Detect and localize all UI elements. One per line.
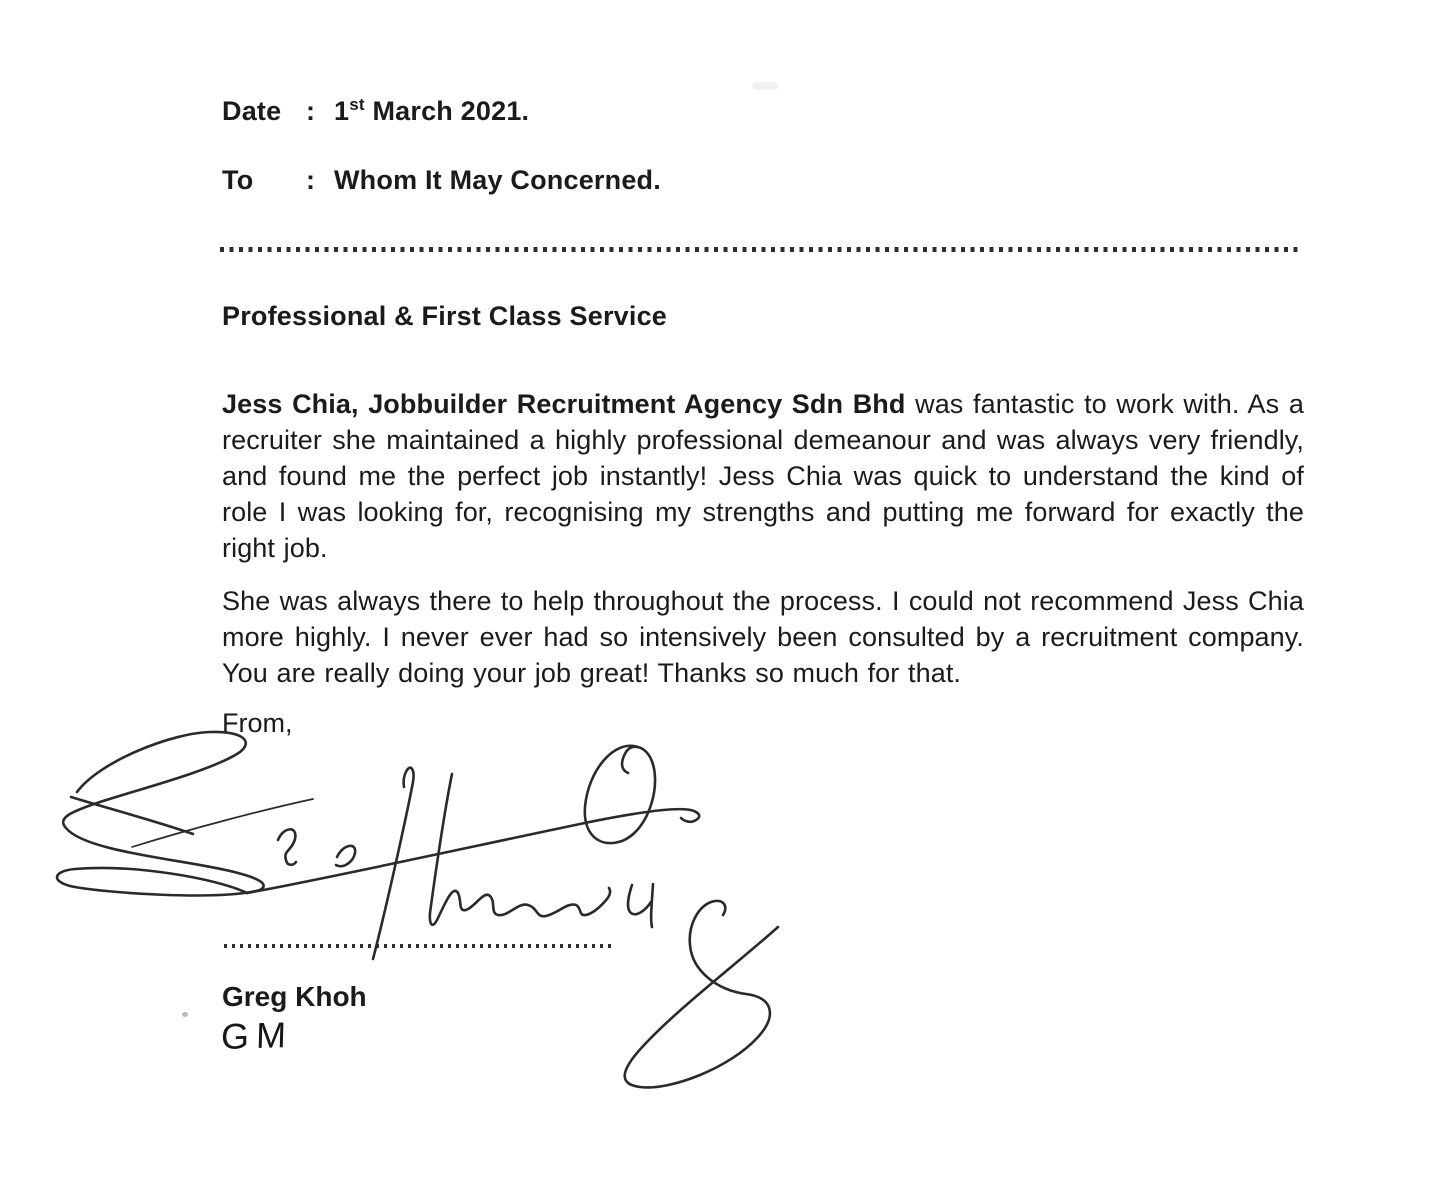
scan-artifact-smudge xyxy=(752,82,778,90)
signature-stroke-curl xyxy=(336,846,355,866)
scan-artifact-dot xyxy=(182,1012,188,1017)
from-label: From, xyxy=(222,708,293,738)
signature-stroke-y xyxy=(628,884,653,927)
signature-stroke-squiggle xyxy=(430,774,610,925)
signature-stroke-oval xyxy=(585,746,655,843)
signature-stroke-cross xyxy=(71,797,193,834)
date-ordinal: st xyxy=(349,95,365,114)
signature-image xyxy=(40,713,800,1098)
to-label: To xyxy=(222,165,254,195)
signature-stroke-r xyxy=(278,829,296,864)
paragraph: Jess Chia, Jobbuilder Recruitment Agency Sdn Bhd was fantastic to work with. As a recruiter she maintained a highly professional demeanour and was always very friendly, and found me the perfect job instantly! Jess Chia was quick to understand the kind of role I was looking for, recognising my strengths and putting me forward for exactly the right job. xyxy=(222,389,1304,563)
signature-rule xyxy=(224,944,612,948)
signature-stroke-s xyxy=(57,732,264,895)
letter-body xyxy=(222,386,1304,708)
signatory-name: Greg Khoh xyxy=(222,981,367,1012)
signatory-title-handwritten: GM xyxy=(220,1014,294,1057)
signature-stroke-long-diagonal xyxy=(247,809,699,893)
paragraph: She was always there to help throughout the process. I could not recommend Jess Chia more highly. I never ever had so intensively been consulted by a recruitment company. You are really doing your job great! Thanks so much for that. xyxy=(222,586,1304,688)
paragraph-bold-lead: Jess Chia, Jobbuilder Recruitment Agency Sdn Bhd xyxy=(222,389,906,419)
letter-subject-heading: Professional & First Class Service xyxy=(222,301,667,331)
date-rest: March 2021. xyxy=(364,96,530,126)
to-value: Whom It May Concerned. xyxy=(334,165,661,195)
date-value xyxy=(334,96,529,127)
signature-stroke-eight xyxy=(625,901,778,1088)
date-label: Date xyxy=(222,96,282,126)
dotted-divider xyxy=(220,247,1298,252)
date-separator: : xyxy=(306,96,316,126)
to-row xyxy=(222,165,661,196)
signature-stroke-thin-diagonal xyxy=(132,799,313,847)
date-row xyxy=(222,96,529,127)
date-day: 1 xyxy=(334,96,350,126)
signature-stroke-slash xyxy=(373,768,414,959)
to-separator: : xyxy=(306,165,316,195)
